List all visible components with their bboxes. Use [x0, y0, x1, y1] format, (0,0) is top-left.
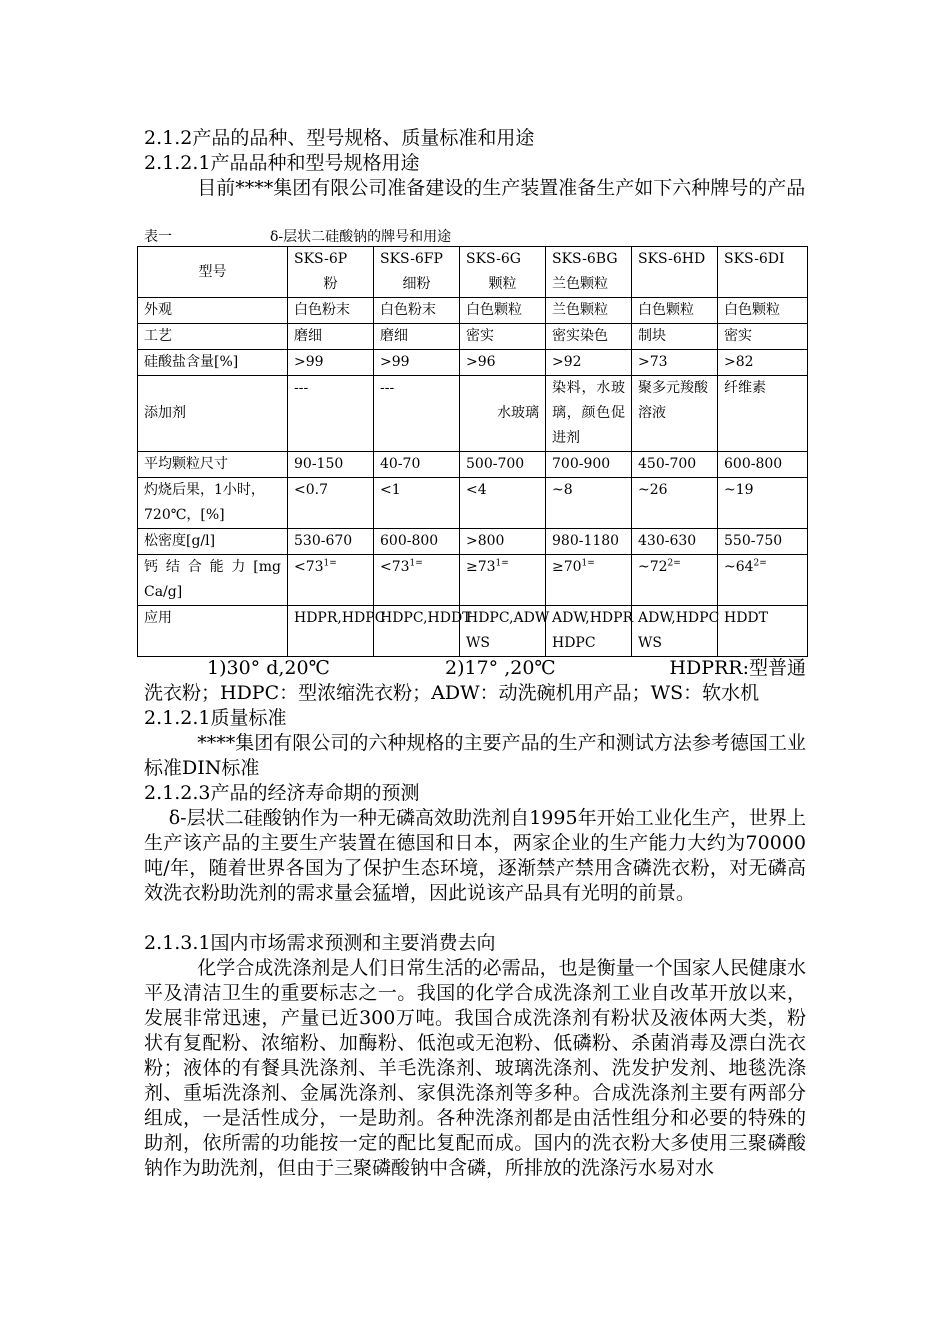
section-heading-2-1-2-1: 2.1.2.1产品品种和型号规格用途	[144, 152, 420, 174]
table-row-particle	[138, 452, 808, 478]
table-cell: 700-900	[546, 452, 632, 478]
table-cell: 600-800	[718, 452, 808, 478]
header-form: 兰色颗粒	[552, 276, 608, 292]
table-cell: >82	[718, 350, 808, 376]
table-cell: 白色颗粒	[460, 298, 546, 324]
footnote-ref: 1=	[323, 558, 337, 569]
table-cell: 纤维素	[718, 376, 808, 452]
calcium-value: ~64	[724, 559, 754, 575]
header-cell	[718, 247, 808, 298]
row-label: 添加剂	[138, 376, 288, 452]
calcium-value: ≥73	[466, 559, 496, 575]
footnote-ref: 1=	[409, 558, 423, 569]
table-header-row	[138, 247, 808, 298]
table-cell: 磨细	[288, 324, 374, 350]
header-form: 细粉	[402, 276, 431, 292]
header-code: SKS-6HD	[638, 251, 706, 267]
header-label-cell: 型号	[138, 247, 288, 298]
section-heading-market: 2.1.3.1国内市场需求预测和主要消费去向	[144, 932, 496, 954]
table-caption-label: 表一	[144, 229, 172, 245]
table-cell: 530-670	[288, 529, 374, 555]
table-cell: <0.7	[288, 478, 374, 529]
table-notes-line-2: 洗衣粉；HDPC：型浓缩洗衣粉；ADW：动洗碗机用产品；WS：软水机	[144, 682, 760, 704]
table-cell: HDDT	[718, 606, 808, 657]
row-label: 硅酸盐含量[%]	[138, 350, 288, 376]
product-spec-table	[137, 246, 808, 657]
table-cell	[374, 555, 460, 606]
row-label: 钙结合能力[mg Ca/g]	[138, 555, 288, 606]
table-cell: >800	[460, 529, 546, 555]
intro-paragraph: 目前****集团有限公司准备建设的生产装置准备生产如下六种牌号的产品	[197, 177, 806, 199]
section-heading-2-1-2: 2.1.2产品的品种、型号规格、质量标准和用途	[144, 127, 535, 149]
header-form: 粉	[323, 276, 338, 292]
table-cell: 40-70	[374, 452, 460, 478]
row-label: 松密度[g/l]	[138, 529, 288, 555]
table-cell: 90-150	[288, 452, 374, 478]
market-paragraph: 化学合成洗涤剂是人们日常生活的必需品，也是衡量一个国家人民健康水平及清洁卫生的重要标志之一。我国的化学合成洗涤剂工业自改革开放以来，发展非常迅速，产量已近300万吨。我国合成洗涤剂有粉状及液体两大类，粉状有复配粉、浓缩粉、加酶粉、低泡或无泡粉、低磷粉、杀菌消毒及漂白洗衣粉；液体的有餐具洗涤剂、羊毛洗涤剂、玻璃洗涤剂、洗发护发剂、地毯洗涤剂、重垢洗涤剂、金属洗涤剂、家俱洗涤剂等多种。合成洗涤剂主要有两部分组成，一是活性成分，一是助剂。各种洗涤剂都是由活性组分和必要的特殊的助剂，依所需的功能按一定的配比复配而成。国内的洗衣粉大多使用三聚磷酸钠作为助洗剂，但由于三聚磷酸钠中含磷，所排放的洗涤污水易对水	[144, 957, 806, 1179]
header-code: SKS-6BG	[552, 251, 618, 267]
table-cell: 密实染色	[546, 324, 632, 350]
table-row-appearance	[138, 298, 808, 324]
table-cell: ---	[288, 376, 374, 452]
header-cell	[546, 247, 632, 298]
note-3: HDPRR:型普通	[669, 657, 806, 679]
table-cell: ~19	[718, 478, 808, 529]
quality-paragraph: ****集团有限公司的六种规格的主要产品的生产和测试方法参考德国工业标准DIN标准	[144, 732, 806, 779]
table-cell: 密实	[718, 324, 808, 350]
table-cell	[288, 555, 374, 606]
header-cell	[460, 247, 546, 298]
table-caption-title: δ-层状二硅酸钠的牌号和用途	[270, 229, 452, 245]
table-cell: 白色粉末	[374, 298, 460, 324]
table-cell	[632, 555, 718, 606]
table-cell: 白色粉末	[288, 298, 374, 324]
row-label: 应用	[138, 606, 288, 657]
table-cell: 980-1180	[546, 529, 632, 555]
header-form: 颗粒	[488, 276, 517, 292]
table-cell: 600-800	[374, 529, 460, 555]
table-cell: 500-700	[460, 452, 546, 478]
table-cell: >99	[288, 350, 374, 376]
table-cell: 密实	[460, 324, 546, 350]
table-row-density	[138, 529, 808, 555]
table-cell: 550-750	[718, 529, 808, 555]
life-paragraph: δ-层状二硅酸钠作为一种无磷高效助洗剂自1995年开始工业化生产，世界上生产该产品的主要生产装置在德国和日本，两家企业的生产能力大约为70000吨/年，随着世界各国为了保护生态环境，逐渐禁产禁用含磷洗衣粉，对无磷高效洗衣粉助洗剂的需求量会猛增，因此说该产品具有光明的前景。	[144, 807, 806, 904]
table-cell: 水玻璃	[460, 376, 546, 452]
table-cell: ADW,HDPC WS	[632, 606, 718, 657]
header-cell	[288, 247, 374, 298]
table-cell	[546, 555, 632, 606]
table-cell: 白色颗粒	[718, 298, 808, 324]
table-cell	[460, 555, 546, 606]
table-cell: 聚多元羧酸溶液	[632, 376, 718, 452]
note-1: 1)30° d,20℃	[207, 657, 330, 679]
table-cell: HDPR,HDPC	[288, 606, 374, 657]
calcium-value: <73	[380, 559, 410, 575]
calcium-value: ~72	[638, 559, 668, 575]
table-cell: ---	[374, 376, 460, 452]
table-cell	[718, 555, 808, 606]
header-cell	[632, 247, 718, 298]
table-cell: ~8	[546, 478, 632, 529]
table-cell: <1	[374, 478, 460, 529]
table-cell: <4	[460, 478, 546, 529]
table-cell: 450-700	[632, 452, 718, 478]
header-code: SKS-6G	[466, 251, 521, 267]
row-label: 工艺	[138, 324, 288, 350]
row-label: 灼烧后果，1小时，720℃，[%]	[138, 478, 288, 529]
calcium-value: ≥70	[552, 559, 582, 575]
table-row-silicate	[138, 350, 808, 376]
footnote-ref: 2=	[753, 558, 767, 569]
table-row-additive	[138, 376, 808, 452]
table-row-process	[138, 324, 808, 350]
table-cell: 磨细	[374, 324, 460, 350]
table-cell: 制块	[632, 324, 718, 350]
section-heading-quality: 2.1.2.1质量标准	[144, 707, 287, 729]
table-cell: 430-630	[632, 529, 718, 555]
table-caption	[144, 228, 806, 246]
table-cell: HDPC,HDDT	[374, 606, 460, 657]
table-row-application	[138, 606, 808, 657]
table-cell: >99	[374, 350, 460, 376]
header-code: SKS-6FP	[380, 251, 443, 267]
footnote-ref: 1=	[581, 558, 595, 569]
footnote-ref: 2=	[667, 558, 681, 569]
table-cell: >96	[460, 350, 546, 376]
calcium-value: <73	[294, 559, 324, 575]
footnote-ref: 1=	[495, 558, 509, 569]
table-cell: 兰色颗粒	[546, 298, 632, 324]
table-cell: >92	[546, 350, 632, 376]
row-label: 外观	[138, 298, 288, 324]
header-code: SKS-6P	[294, 251, 348, 267]
row-label: 平均颗粒尺寸	[138, 452, 288, 478]
table-row-calcium	[138, 555, 808, 606]
table-cell: 染料，水玻璃，颜色促进剂	[546, 376, 632, 452]
table-cell: 白色颗粒	[632, 298, 718, 324]
section-heading-life: 2.1.2.3产品的经济寿命期的预测	[144, 782, 420, 804]
table-cell: ~26	[632, 478, 718, 529]
header-code: SKS-6DI	[724, 251, 785, 267]
note-2: 2)17° ,20℃	[445, 657, 556, 679]
table-cell: HDPC,ADW WS	[460, 606, 546, 657]
table-cell: >73	[632, 350, 718, 376]
header-cell	[374, 247, 460, 298]
table-cell: ADW,HDPR HDPC	[546, 606, 632, 657]
table-row-burn	[138, 478, 808, 529]
